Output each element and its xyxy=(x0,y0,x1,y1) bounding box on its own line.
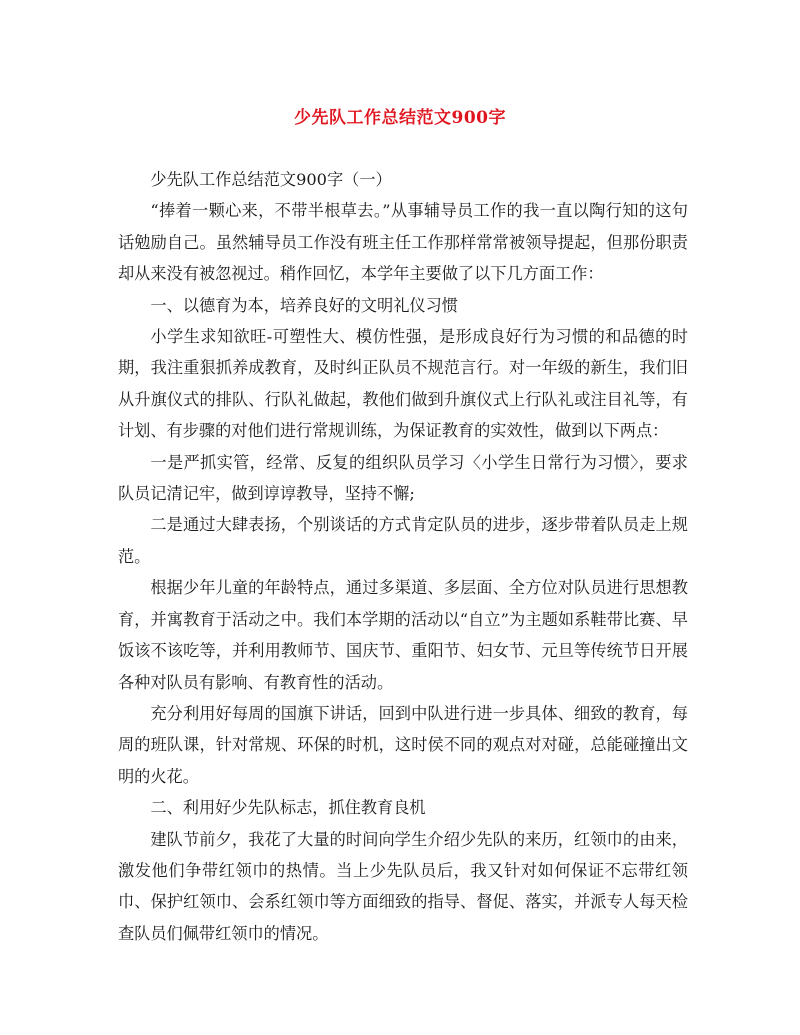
paragraph-subtitle: 少先队工作总结范文900字（一） xyxy=(150,170,392,189)
section-heading-2: 二、利用好少先队标志，抓住教育良机 xyxy=(150,798,426,818)
paragraph: 二是通过大肆表扬，个别谈话的方式肯定队员的进步，逐步带着队员走上规范。 xyxy=(118,515,688,566)
paragraph: 小学生求知欲旺-可塑性大、模仿性强，是形成良好行为习惯的和品德的时期，我注重狠抓养成教育，及时纠正队员不规范言行。对一年级的新生，我们旧从升旗仪式的排队、行队礼做起，教他们做到升旗仪式上行队礼或注目礼等，有计划、有步骤的对他们进行常规训练，为保证教育的实效性，做到以下两点： xyxy=(118,327,688,441)
paragraph: 充分利用好每周的国旗下讲话，回到中队进行进一步具体、细致的教育，每周的班队课，针对常规、环保的时机，这时侯不同的观点对对碰，总能碰撞出文明的火花。 xyxy=(118,703,688,786)
paragraph: 建队节前夕，我花了大量的时间向学生介绍少先队的来历，红领巾的由来，激发他们争带红领巾的热情。当上少先队员后，我又针对如何保证不忘带红领巾、保护红领巾、会系红领巾等方面细致的指导、督促、落实，并派专人每天检查队员们佩带红领巾的情况。 xyxy=(118,829,688,943)
paragraph: 一是严抓实管，经常、反复的组织队员学习〈小学生日常行为习惯〉，要求队员记清记牢，做到谆谆教导，坚持不懈; xyxy=(118,452,688,504)
section-heading-1: 一、以德育为本，培养良好的文明礼仪习惯 xyxy=(150,295,458,315)
paragraph-intro: “捧着一颗心来，不带半根草去。”从事辅导员工作的我一直以陶行知的这句话勉励自己。虽然辅导员工作没有班主任工作那样常常被领导提起，但那份职责却从来没有被忽视过。稍作回忆，本学年主要做了以下几方面工作： xyxy=(118,201,688,284)
document-body xyxy=(118,164,688,949)
document-title: 少先队工作总结范文900字 xyxy=(294,108,506,128)
paragraph: 根据少年儿童的年龄特点，通过多渠道、多层面、全方位对队员进行思想教育，并寓教育于活动之中。我们本学期的活动以“自立”为主题如系鞋带比赛、早饭该不该吃等，并利用教师节、国庆节、重阳节、妇女节、元旦等传统节日开展各种对队员有影响、有教育性的活动。 xyxy=(118,578,688,692)
